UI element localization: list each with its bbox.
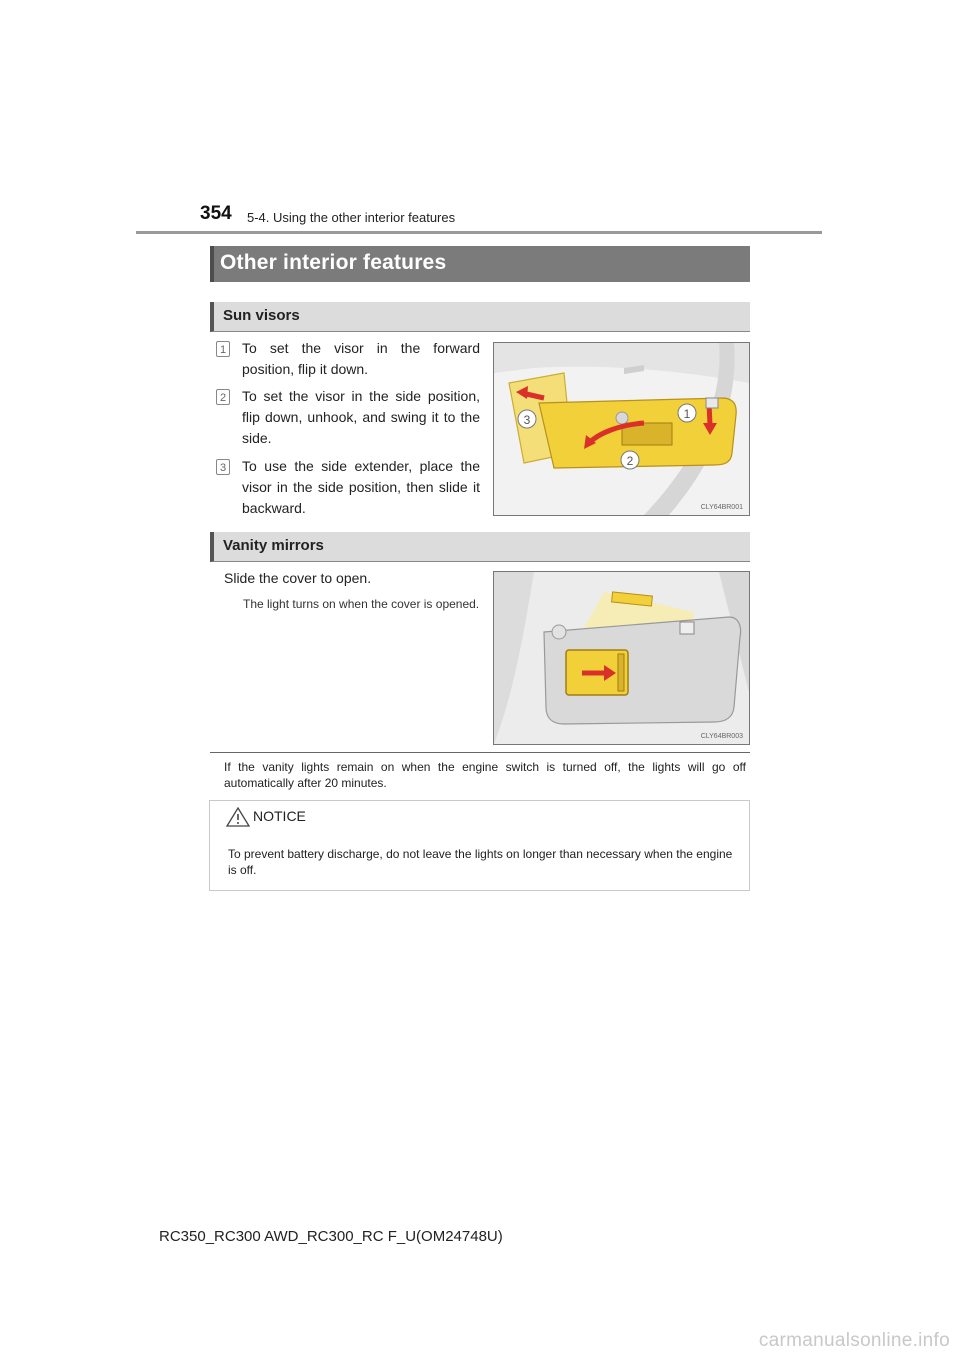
callout-2: 2 xyxy=(626,454,634,468)
note-divider xyxy=(210,752,750,753)
sun-visors-heading: Sun visors xyxy=(223,307,300,324)
step-number-2: 2 xyxy=(216,389,230,405)
step-text-1: To set the visor in the forward position, flip it down. xyxy=(242,340,480,377)
step-number-1: 1 xyxy=(216,341,230,357)
warning-icon xyxy=(226,807,250,827)
step-text-3: To use the side extender, place the visor in the side position, then slide it backward. xyxy=(242,458,480,516)
page-title-bar xyxy=(210,246,750,282)
notice-box xyxy=(209,800,750,891)
illustration-code: CLY64BR003 xyxy=(700,733,743,740)
vanity-light-note: If the vanity lights remain on when the engine switch is turned off, the lights will go off automatically after 20 minutes. xyxy=(224,760,746,790)
page-number: 354 xyxy=(200,203,232,224)
vanity-instruction: Slide the cover to open. xyxy=(224,570,372,586)
callout-1: 1 xyxy=(683,407,691,421)
vanity-mirrors-heading: Vanity mirrors xyxy=(223,537,324,554)
page-title: Other interior features xyxy=(220,251,447,274)
vanity-mirror-illustration xyxy=(493,571,750,745)
callout-3: 3 xyxy=(523,413,531,427)
section-breadcrumb: 5-4. Using the other interior features xyxy=(247,210,456,225)
vanity-detail: The light turns on when the cover is opened. xyxy=(243,597,480,611)
notice-label: NOTICE xyxy=(253,808,306,824)
notice-text: To prevent battery discharge, do not leave the lights on longer than necessary when the engine is off. xyxy=(228,847,733,877)
step-number-3: 3 xyxy=(216,459,230,475)
step-text-2: To set the visor in the side position, flip down, unhook, and swing it to the side. xyxy=(242,388,480,446)
vanity-mirrors-heading-bar xyxy=(210,532,750,562)
sun-visors-heading-bar xyxy=(210,302,750,332)
sun-visor-illustration xyxy=(493,342,750,516)
watermark: carmanualsonline.info xyxy=(758,1330,950,1351)
footer-model-code: RC350_RC300 AWD_RC300_RC F_U(OM24748U) xyxy=(159,1228,503,1245)
illustration-code: CLY64BR001 xyxy=(700,504,743,511)
header-divider xyxy=(136,231,822,234)
